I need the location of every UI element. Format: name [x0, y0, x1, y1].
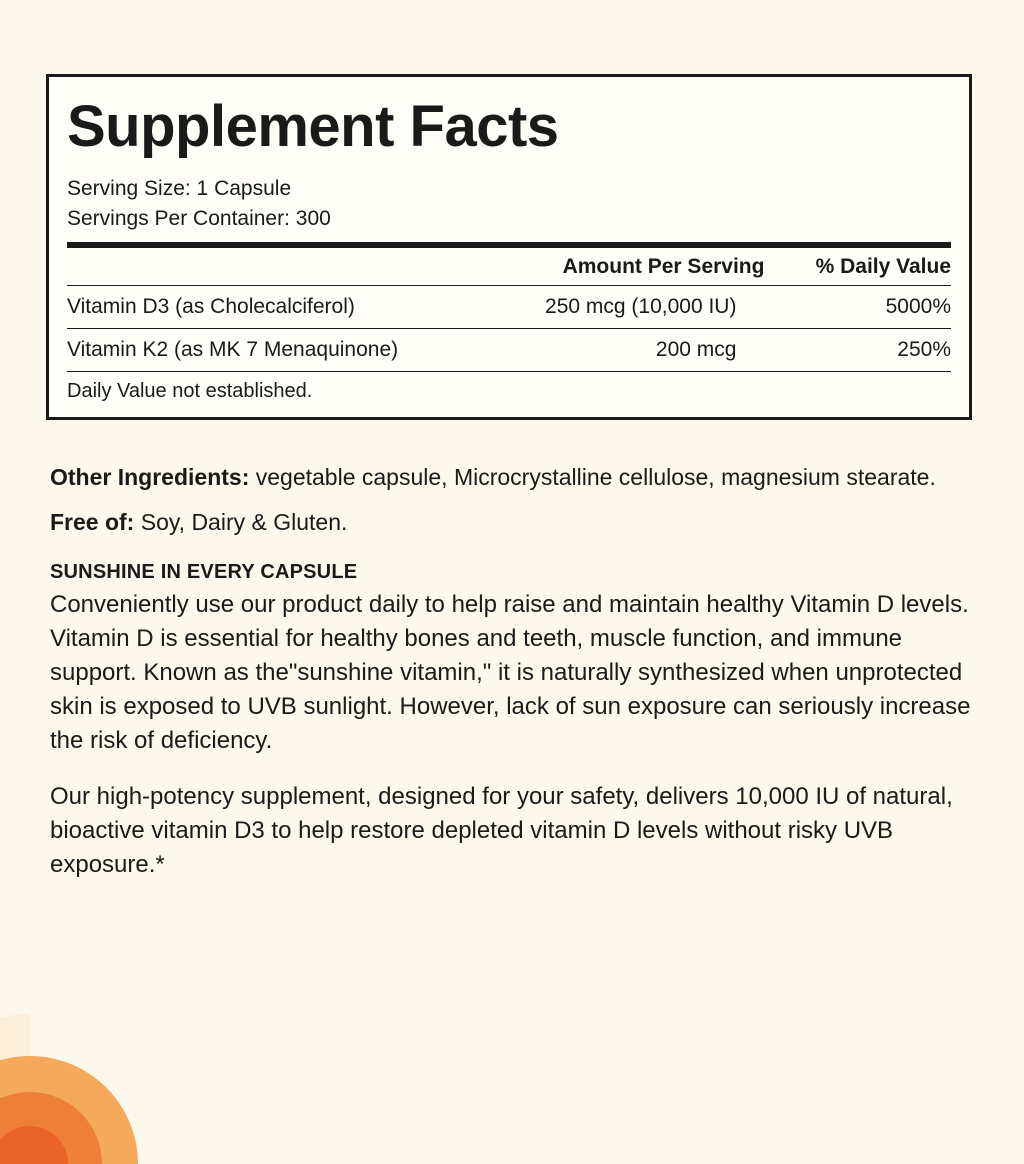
nutrient-amount: 200 mcg [484, 328, 780, 371]
nutrient-amount: 250 mcg (10,000 IU) [484, 285, 780, 328]
marketing-heading: SUNSHINE IN EVERY CAPSULE [50, 560, 358, 583]
free-of-text: Soy, Dairy & Gluten. [134, 509, 348, 536]
nutrient-daily-value: 5000% [780, 285, 951, 328]
daily-value-footnote: Daily Value not established. [67, 379, 313, 402]
label-body-copy [50, 462, 990, 904]
column-header-daily-value: % Daily Value [815, 254, 951, 278]
other-ingredients-label: Other Ingredients: [50, 464, 250, 490]
column-header-amount: Amount Per Serving [562, 254, 765, 278]
other-ingredients-paragraph [50, 462, 990, 493]
nutrient-name: Vitamin D3 (as Cholecalciferol) [67, 285, 484, 328]
marketing-paragraph-2: Our high-potency supplement, designed for your safety, delivers 10,000 IU of natural, bioactive vitamin D3 to help restore depleted vitamin D levels without risky UVB exposure.* [50, 782, 953, 879]
table-row [67, 328, 951, 371]
supplement-facts-table [67, 248, 951, 372]
other-ingredients-text: vegetable capsule, Microcrystalline cellulose, magnesium stearate. [249, 464, 936, 490]
marketing-paragraph-1: Conveniently use our product daily to help raise and maintain healthy Vitamin D levels. Vitamin D is essential for healthy bones and teeth, muscle function, and immune support. Known as the"sunshine vitamin," it is naturally synthesized when unprotected skin is exposed to UVB sunlight. However, lack of sun exposure can seriously increase the risk of deficiency. [50, 590, 971, 754]
free-of-paragraph [50, 507, 990, 538]
supplement-facts-panel [46, 74, 972, 420]
column-header-nutrient [67, 248, 484, 286]
servings-per-container: Servings Per Container: 300 [67, 206, 331, 230]
table-row [67, 285, 951, 328]
serving-size: Serving Size: 1 Capsule [67, 176, 292, 200]
free-of-label: Free of: [50, 509, 135, 536]
supplement-facts-title: Supplement Facts [67, 94, 559, 159]
nutrient-name: Vitamin K2 (as MK 7 Menaquinone) [67, 328, 484, 371]
table-header-row [67, 248, 951, 286]
nutrient-daily-value: 250% [780, 328, 951, 371]
